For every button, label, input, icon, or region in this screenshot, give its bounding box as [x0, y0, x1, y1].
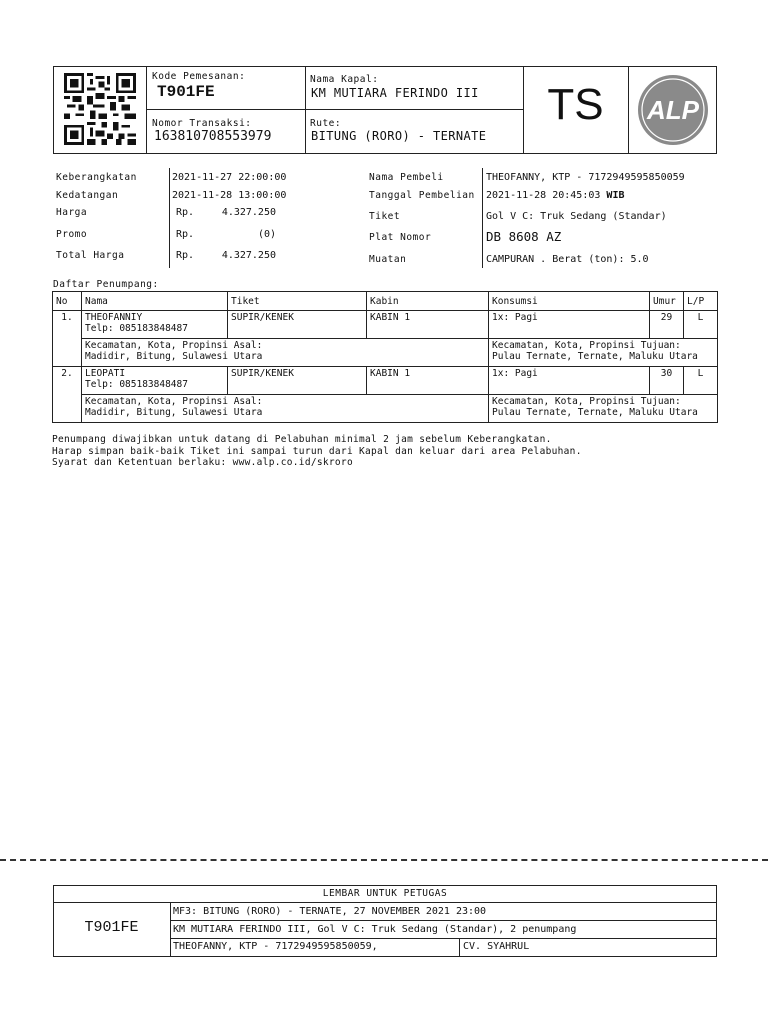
cargo-value: CAMPURAN . Berat (ton): 5.0 — [486, 254, 649, 265]
passenger-gender: L — [684, 311, 718, 339]
officer-line-company: CV. SYAHRUL — [463, 941, 530, 952]
passenger-ticket: SUPIR/KENEK — [228, 367, 367, 395]
ship-name-label: Nama Kapal: — [310, 74, 379, 85]
officer-line-route: MF3: BITUNG (RORO) - TERNATE, 27 NOVEMBER 2021 23:00 — [173, 906, 487, 917]
officer-booking-code: T901FE — [84, 919, 139, 936]
passenger-table — [52, 291, 718, 423]
passenger-phone: Telp: 085183848487 — [85, 379, 188, 390]
alp-logo-icon — [636, 73, 710, 147]
officer-line-vessel: KM MUTIARA FERINDO III, Gol V C: Truk Sedang (Standar), 2 penumpang — [173, 924, 577, 935]
origin-value: Madidir, Bitung, Sulawesi Utara — [85, 407, 263, 418]
table-row — [53, 311, 718, 339]
promo-value: (0) — [257, 229, 276, 240]
table-header — [53, 292, 718, 311]
passenger-no: 2. — [53, 367, 82, 423]
svg-text:ALP: ALP — [647, 95, 699, 125]
destination-label: Kecamatan, Kota, Propinsi Tujuan: — [492, 396, 681, 407]
price-currency: Rp. — [176, 207, 195, 218]
transaction-number: 163810708553979 — [154, 129, 272, 144]
promo-currency: Rp. — [176, 229, 195, 240]
passenger-name: LEOPATI — [85, 368, 126, 379]
passenger-name-cell — [82, 367, 228, 395]
passenger-cabin: KABIN 1 — [367, 367, 489, 395]
destination-label: Kecamatan, Kota, Propinsi Tujuan: — [492, 340, 681, 351]
passenger-age: 30 — [650, 367, 684, 395]
ticket-notes — [52, 434, 582, 469]
note-line: Syarat dan Ketentuan berlaku: www.alp.co.id/skroro — [52, 457, 353, 468]
passenger-no: 1. — [53, 311, 82, 367]
passenger-age: 29 — [650, 311, 684, 339]
col-meal: Konsumsi — [489, 292, 650, 311]
destination-value: Pulau Ternate, Ternate, Maluku Utara — [492, 407, 698, 418]
total-value: 4.327.250 — [221, 250, 276, 261]
passenger-ticket: SUPIR/KENEK — [228, 311, 367, 339]
col-age: Umur — [650, 292, 684, 311]
table-row-address — [53, 339, 718, 367]
col-no: No — [53, 292, 82, 311]
plate-value: DB 8608 AZ — [486, 229, 562, 244]
price-value: 4.327.250 — [221, 207, 276, 218]
col-cabin: Kabin — [367, 292, 489, 311]
promo-label: Promo — [56, 229, 88, 240]
passenger-name-cell — [82, 311, 228, 339]
buyer-name-label: Nama Pembeli — [369, 172, 444, 183]
col-gender: L/P — [684, 292, 718, 311]
buyer-name: THEOFANNY, KTP - 7172949595850059 — [486, 172, 685, 183]
ticket-value: Gol V C: Truk Sedang (Standar) — [486, 211, 667, 222]
departure-label: Keberangkatan — [56, 172, 137, 183]
officer-line-buyer: THEOFANNY, KTP - 7172949595850059, — [173, 941, 378, 952]
origin-value: Madidir, Bitung, Sulawesi Utara — [85, 351, 263, 362]
passenger-name: THEOFANNIY — [85, 312, 143, 323]
table-row-address — [53, 395, 718, 423]
passenger-list-title: Daftar Penumpang: — [53, 279, 159, 290]
passenger-meal: 1x: Pagi — [489, 367, 650, 395]
destination-cell — [489, 339, 718, 367]
transaction-label: Nomor Transaksi: — [152, 118, 252, 129]
price-label: Harga — [56, 207, 88, 218]
ticket-type: TS — [547, 80, 604, 129]
qr-code-icon — [62, 73, 138, 145]
cargo-label: Muatan — [369, 254, 407, 265]
purchase-date-label: Tanggal Pembelian — [369, 190, 475, 201]
total-currency: Rp. — [176, 250, 195, 261]
passenger-meal: 1x: Pagi — [489, 311, 650, 339]
origin-label: Kecamatan, Kota, Propinsi Asal: — [85, 340, 263, 351]
destination-cell — [489, 395, 718, 423]
route: BITUNG (RORO) - TERNATE — [311, 129, 487, 143]
purchase-tz: WIB — [606, 190, 625, 201]
route-label: Rute: — [310, 118, 342, 129]
total-label: Total Harga — [56, 250, 125, 261]
officer-slip-title: LEMBAR UNTUK PETUGAS — [322, 888, 448, 899]
purchase-date — [486, 190, 624, 201]
col-name: Nama — [82, 292, 228, 311]
arrival-value: 2021-11-28 13:00:00 — [172, 190, 287, 201]
passenger-gender: L — [684, 367, 718, 395]
purchase-date-value: 2021-11-28 20:45:03 — [486, 190, 601, 201]
note-line: Penumpang diwajibkan untuk datang di Pelabuhan minimal 2 jam sebelum Keberangkatan. — [52, 434, 552, 445]
note-line: Harap simpan baik-baik Tiket ini sampai turun dari Kapal dan keluar dari area Pelabuhan. — [52, 445, 582, 457]
ticket-label: Tiket — [369, 211, 401, 222]
booking-code-label: Kode Pemesanan: — [152, 71, 246, 82]
departure-value: 2021-11-27 22:00:00 — [172, 172, 287, 183]
booking-code: T901FE — [157, 83, 215, 101]
origin-label: Kecamatan, Kota, Propinsi Asal: — [85, 396, 263, 407]
destination-value: Pulau Ternate, Ternate, Maluku Utara — [492, 351, 698, 362]
ship-name: KM MUTIARA FERINDO III — [311, 86, 479, 100]
origin-cell — [82, 395, 489, 423]
cut-line — [0, 859, 768, 861]
table-row — [53, 367, 718, 395]
origin-cell — [82, 339, 489, 367]
passenger-cabin: KABIN 1 — [367, 311, 489, 339]
passenger-phone: Telp: 085183848487 — [85, 323, 188, 334]
plate-label: Plat Nomor — [369, 232, 432, 243]
col-ticket: Tiket — [228, 292, 367, 311]
arrival-label: Kedatangan — [56, 190, 119, 201]
